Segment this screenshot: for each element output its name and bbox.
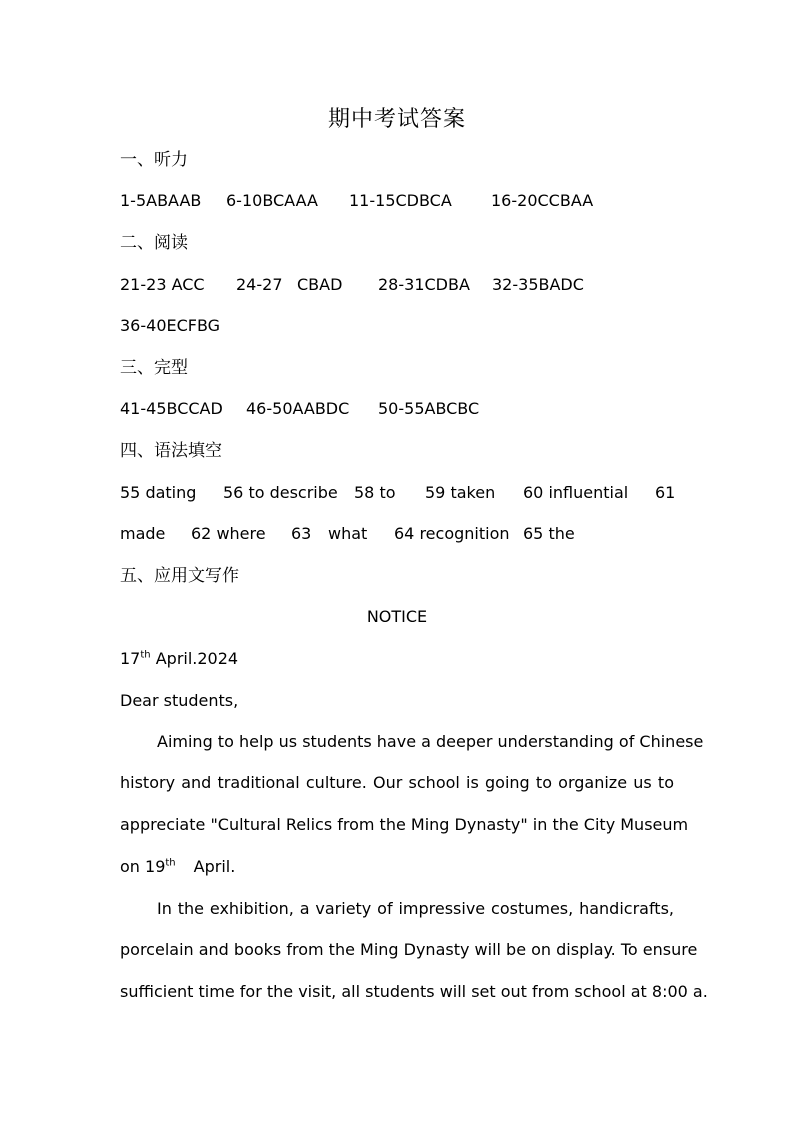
answer-item: 56 to describe [223,483,338,502]
grammar-answers-row2 [120,524,680,544]
answer-group: 6-10BCAAA [226,191,318,210]
answer-group: 24-27 [236,275,283,294]
section-heading-listening: 一、听力 [120,150,188,170]
answer-group: 32-35BADC [492,275,584,294]
notice-date [120,649,238,669]
answer-group: CBAD [297,275,343,294]
grammar-answers-row1 [120,483,680,503]
p1-last-suffix: th [165,857,176,869]
cloze-answers [120,399,680,419]
date-suffix: th [140,649,151,661]
notice-title: NOTICE [366,607,428,626]
answer-group: 46-50AABDC [246,399,350,418]
reading-answers-row2 [120,316,680,336]
section-heading-reading: 二、阅读 [120,233,188,253]
answer-item: 62 where [191,524,266,543]
paragraph-1-line: Aiming to help us students have a deeper understanding of Chinese [157,732,704,751]
answer-group: 36-40ECFBG [120,316,221,335]
answer-group: 1-5ABAAB [120,191,202,210]
salutation: Dear students, [120,691,239,710]
paragraph-1-last-line [120,857,235,877]
answer-item: what [328,524,368,543]
date-day: 17 [120,649,141,668]
answer-item: 55 dating [120,483,197,502]
p1-last-prefix: on 19 [120,857,166,876]
answer-item: 60 influential [523,483,629,502]
section-heading-writing: 五、应用文写作 [120,566,239,586]
paragraph-2-line: porcelain and books from the Ming Dynasty will be on display. To ensure [120,940,698,959]
answer-item: 58 to [354,483,396,502]
answer-item: 61 [655,483,676,502]
answer-item: 64 recognition [394,524,510,543]
answer-group: 21-23 ACC [120,275,205,294]
answer-group: 11-15CDBCA [349,191,452,210]
p1-last-rest: April. [193,857,236,876]
answer-group: 28-31CDBA [378,275,470,294]
answer-item: 63 [291,524,312,543]
page-title: 期中考试答案 [327,107,466,132]
date-rest: April.2024 [150,649,239,668]
answer-group: 41-45BCCAD [120,399,223,418]
paragraph-1-line: history and traditional culture. Our school is going to organize us to [120,773,674,792]
paragraph-1-line: appreciate "Cultural Relics from the Ming Dynasty" in the City Museum [120,815,689,834]
answer-item: 59 taken [425,483,496,502]
listening-answers [120,191,680,211]
section-heading-cloze: 三、完型 [120,358,188,378]
answer-item: made [120,524,166,543]
answer-group: 50-55ABCBC [378,399,480,418]
paragraph-2-line: In the exhibition, a variety of impressive costumes, handicrafts, [157,899,674,918]
section-heading-grammar: 四、语法填空 [120,441,222,461]
paragraph-2-line: sufficient time for the visit, all students will set out from school at 8:00 a. [120,982,708,1001]
answer-group: 16-20CCBAA [491,191,594,210]
answer-item: 65 the [523,524,575,543]
reading-answers-row1 [120,275,680,295]
